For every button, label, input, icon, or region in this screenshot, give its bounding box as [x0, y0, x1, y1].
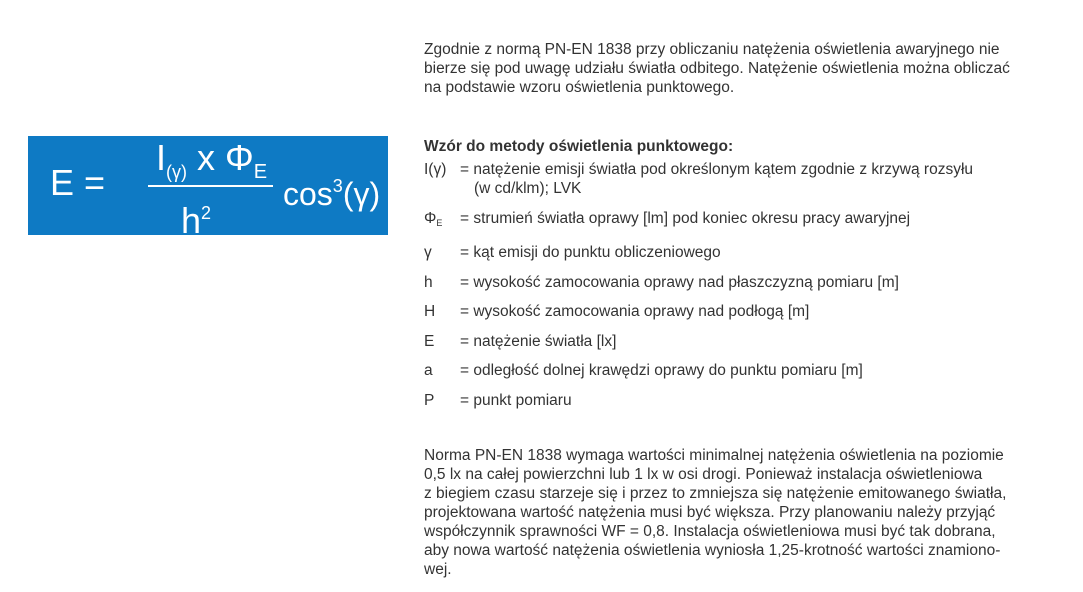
formula-cos-term [283, 166, 380, 214]
legend-symbol: E [424, 332, 435, 350]
legend-item [424, 243, 1069, 262]
legend-item [424, 391, 1069, 410]
outro-line: Norma PN-EN 1838 wymaga wartości minimalnej natężenia oświetlenia na poziomie [424, 447, 1004, 464]
formula-cos-arg: (γ) [342, 176, 381, 212]
formula-box [28, 136, 388, 241]
legend-symbol: I(γ) [424, 161, 447, 178]
legend-definition-line: = natężenie emisji światła pod określonym kątem zgodnie z krzywą rozsyłu [460, 161, 974, 178]
legend-definition: = wysokość zamocowania oprawy nad podłogą [m] [460, 303, 810, 320]
formula-cos-exp: 3 [332, 176, 343, 196]
legend-definition: = natężenie światła [lx] [460, 332, 617, 350]
legend-symbol: P [424, 391, 435, 409]
legend-item [424, 302, 1069, 321]
legend-item [424, 361, 1069, 380]
legend-symbol-base: Φ [424, 209, 437, 227]
outro-paragraph [424, 446, 1069, 579]
outro-line: z biegiem czasu starzeje się i przez to zmniejsza się natężenie emitowanego światła, [424, 485, 1007, 502]
outro-line: 0,5 lx na całej powierzchni lub 1 lx w osi drogi. Ponieważ instalacja oświetleniowa [424, 466, 983, 483]
formula-fraction-line [148, 185, 273, 187]
formula-lhs: E = [50, 162, 106, 203]
formula-cos-base: cos [283, 176, 333, 212]
intro-line: bierze się pod uwagę udziału światła odbitego. Natężenie oświetlenia można obliczać [424, 60, 1010, 77]
legend-item [424, 273, 1069, 292]
legend-definition: = wysokość zamocowania oprawy nad płaszczyzną pomiaru [m] [460, 273, 899, 291]
legend-list [424, 160, 1069, 420]
legend-title: Wzór do metody oświetlenia punktowego: [424, 138, 734, 155]
intro-line: Zgodnie z normą PN-EN 1838 przy obliczaniu natężenia oświetlenia awaryjnego nie [424, 41, 1000, 58]
formula-denominator-base: h [181, 200, 202, 241]
legend-definition-continuation: (w cd/klm); LVK [474, 180, 582, 197]
intro-paragraph [424, 40, 1069, 97]
legend-item [424, 332, 1069, 351]
legend-symbol: a [424, 362, 433, 379]
legend-symbol: h [424, 273, 433, 291]
legend-definition [460, 160, 1069, 198]
legend-definition: = kąt emisji do punktu obliczeniowego [460, 244, 721, 261]
legend-item [424, 160, 1069, 198]
formula-numerator [156, 138, 267, 192]
formula-denominator-exp: 2 [201, 203, 212, 223]
outro-line: aby nowa wartość natężenia oświetlenia wyniosła 1,25-krotność wartości znamiono- [424, 542, 1001, 559]
legend-symbol [424, 209, 460, 233]
legend-symbol: H [424, 303, 436, 320]
formula-numerator-phi-sub: E [253, 161, 268, 183]
legend-definition: = punkt pomiaru [460, 391, 572, 409]
legend-symbol: γ [424, 244, 432, 261]
legend-definition: = strumień światła oprawy [lm] pod koniec okresu pracy awaryjnej [460, 209, 911, 227]
legend-item [424, 209, 1069, 233]
outro-line: współczynnik sprawności WF = 0,8. Instalacja oświetleniowa musi być tak dobrana, [424, 523, 996, 540]
outro-line: projektowana wartość natężenia musi być większa. Przy planowaniu należy przyjąć [424, 504, 996, 521]
formula-numerator-x-phi: x Φ [187, 137, 254, 178]
formula-numerator-I-sub: (γ) [166, 162, 188, 182]
formula-numerator-I: I [156, 137, 167, 178]
formula-denominator [181, 193, 211, 241]
legend-symbol-sub: E [436, 217, 443, 228]
intro-line: na podstawie wzoru oświetlenia punktowego. [424, 79, 735, 96]
outro-line: wej. [424, 561, 452, 578]
legend-definition: = odległość dolnej krawędzi oprawy do punktu pomiaru [m] [460, 362, 863, 379]
